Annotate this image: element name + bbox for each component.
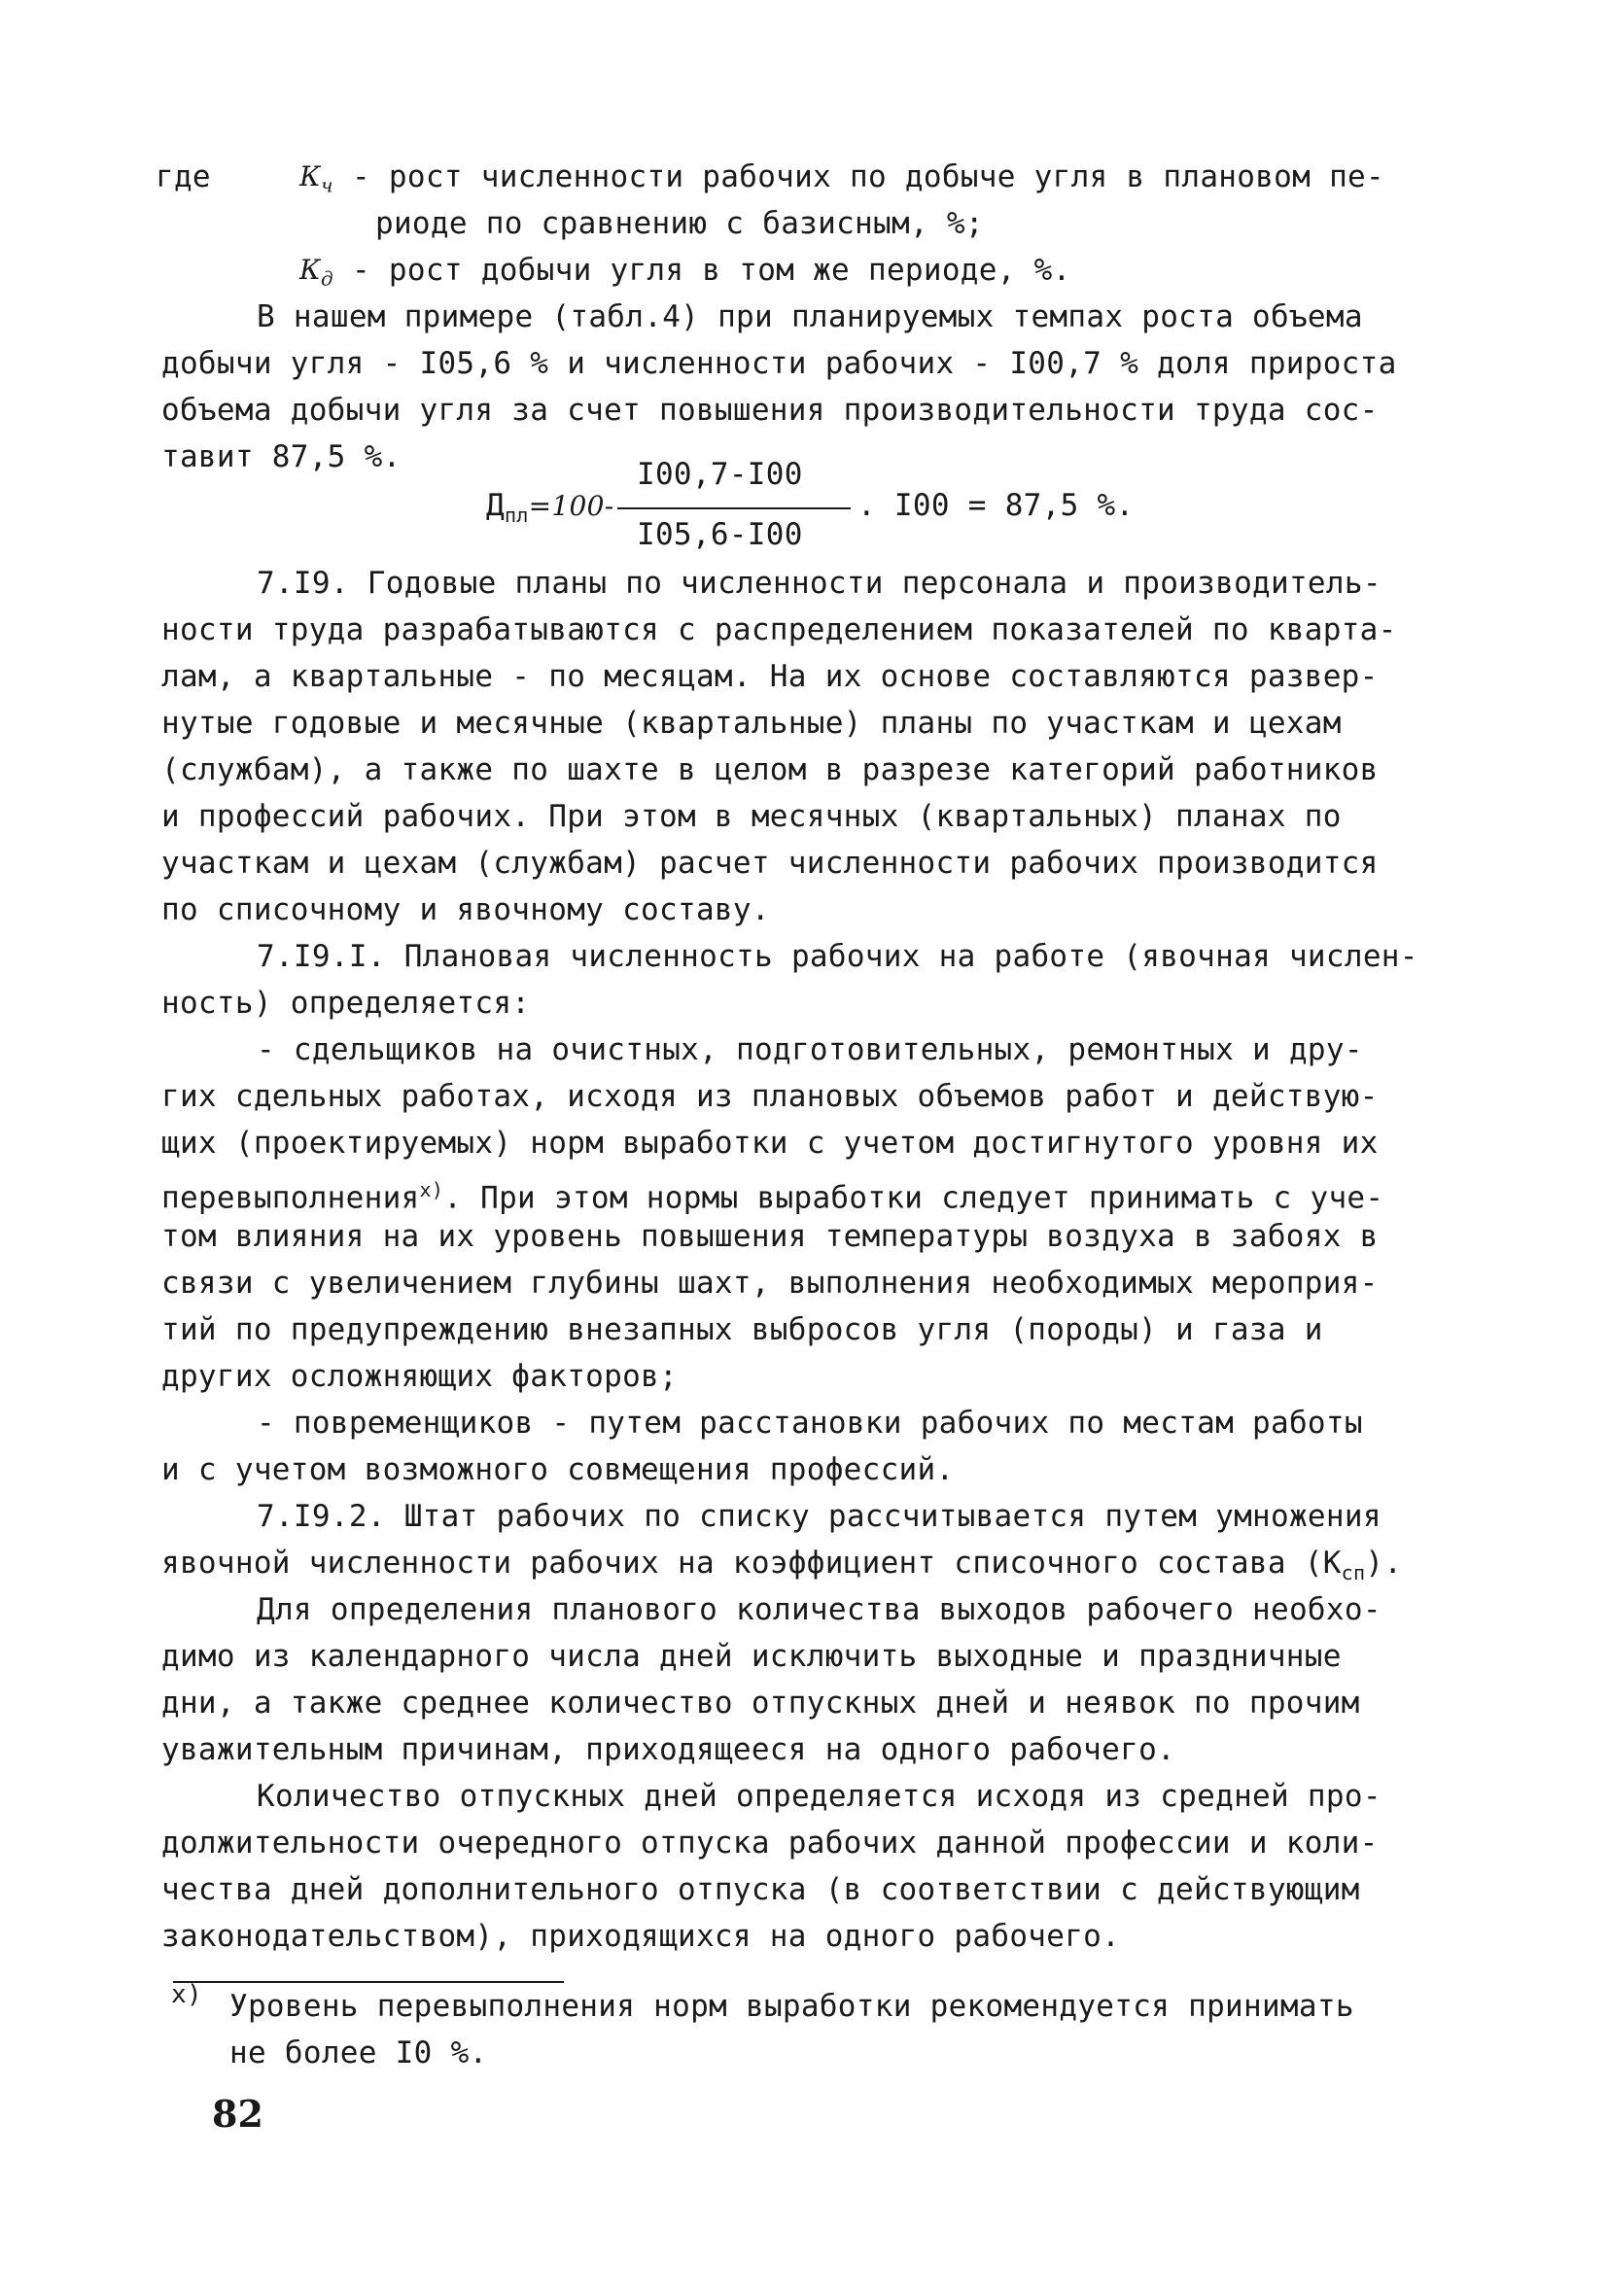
paragraph-line: Для определения планового количества выходов рабочего необхо-: [257, 1592, 1382, 1627]
formula-lhs: $Д_{пл}=100-$: [486, 488, 614, 528]
paragraph-line: (службам), а также по шахте в целом в разрезе категорий работников: [161, 752, 1379, 787]
formula-numerator: I00,7-I00: [637, 457, 803, 492]
kch-definition: - рост численности рабочих по добыче угля в плановом пе-: [352, 159, 1384, 194]
paragraph-line: и с учетом возможного совмещения профессий.: [161, 1452, 955, 1487]
paragraph-line: гих сдельных работах, исходя из плановых объемов работ и действую-: [161, 1079, 1379, 1114]
example-line: В нашем примере (табл.4) при планируемых темпах роста объема: [257, 299, 1363, 334]
paragraph-line: других осложняющих факторов;: [161, 1359, 678, 1394]
example-line: тавит 87,5 %.: [161, 439, 402, 474]
paragraph-line: должительности очередного отпуска рабочих данной профессии и коли-: [161, 1826, 1379, 1861]
footnote-reference: x): [419, 1178, 444, 1201]
paragraph-line: Количество отпускных дней определяется исходя из средней про-: [257, 1779, 1382, 1814]
footnote-line: Уровень перевыполнения норм выработки рекомендуется принимать: [229, 1989, 1354, 2024]
paragraph-line: перевыполнения$^{x)}$. При этом нормы выработки следует принимать с уче-: [161, 1178, 1384, 1216]
paragraph-line: 7.I9.I. Плановая численность рабочих на работе (явочная числен-: [257, 939, 1418, 974]
paragraph-line: дни, а также среднее количество отпускных дней и неявок по прочим: [161, 1686, 1360, 1721]
paragraph-line: том влияния на их уровень повышения температуры воздуха в забоях в: [161, 1219, 1379, 1254]
page-number: 82: [212, 2092, 263, 2136]
kd-definition: - рост добычи угля в том же периоде, %.: [352, 253, 1071, 288]
where-word: где: [156, 159, 211, 194]
paragraph-line: - сдельщиков на очистных, подготовительных, ремонтных и дру-: [257, 1032, 1363, 1067]
footnote-separator: [173, 1981, 564, 1983]
paragraph-line: тий по предупреждению внезапных выбросов угля (породы) и газа и: [161, 1312, 1323, 1347]
paragraph-line: уважительным причинам, приходящееся на одного рабочего.: [161, 1732, 1175, 1767]
paragraph-line: лам, а квартальные - по месяцам. На их основе составляются развер-: [161, 659, 1379, 694]
paragraph-line: 7.I9.2. Штат рабочих по списку рассчитывается путем умножения: [257, 1499, 1382, 1534]
paragraph-line: нутые годовые и месячные (квартальные) планы по участкам и цехам: [161, 706, 1342, 741]
paragraph-line: чества дней дополнительного отпуска (в соответствии с действующим: [161, 1872, 1360, 1907]
kch-definition-cont: риоде по сравнению с базисным, %;: [375, 206, 984, 241]
paragraph-line: явочной численности рабочих на коэффициент списочного состава $(К_{сп})$.: [161, 1546, 1403, 1585]
paragraph-line: димо из календарного числа дней исключить выходные и праздничные: [161, 1639, 1342, 1674]
kch-symbol: $К_ч$: [299, 160, 333, 197]
paragraph-line: участкам и цехам (службам) расчет численности рабочих производится: [161, 846, 1379, 881]
paragraph-line: щих (проектируемых) норм выработки с учетом достигнутого уровня их: [161, 1126, 1379, 1161]
paragraph-line: ность) определяется:: [161, 986, 531, 1021]
paragraph-line: законодательством), приходящихся на одного рабочего.: [161, 1919, 1121, 1954]
paragraph-line: - повременщиков - путем расстановки рабочих по местам работы: [257, 1406, 1363, 1441]
example-line: объема добычи угля за счет повышения производительности труда сос-: [161, 393, 1379, 428]
paragraph-line: и профессий рабочих. При этом в месячных (квартальных) планах по: [161, 799, 1342, 834]
paragraph-line: ности труда разрабатываются с распределением показателей по кварта-: [161, 612, 1397, 647]
paragraph-line: связи с увеличением глубины шахт, выполнения необходимых мероприя-: [161, 1266, 1379, 1301]
footnote-line: не более I0 %.: [229, 2035, 488, 2070]
footnote-mark: x): [171, 1980, 202, 2009]
paragraph-line: 7.I9. Годовые планы по численности персонала и производитель-: [257, 566, 1382, 601]
formula-denominator: I05,6-I00: [637, 517, 803, 552]
formula-rhs: . I00 = 87,5 %.: [857, 488, 1135, 523]
kd-symbol: $К_д$: [299, 254, 333, 291]
fraction-bar: [617, 507, 851, 509]
example-line: добычи угля - I05,6 % и численности рабочих - I00,7 % доля прироста: [161, 346, 1397, 381]
paragraph-line: по списочному и явочному составу.: [161, 892, 770, 927]
